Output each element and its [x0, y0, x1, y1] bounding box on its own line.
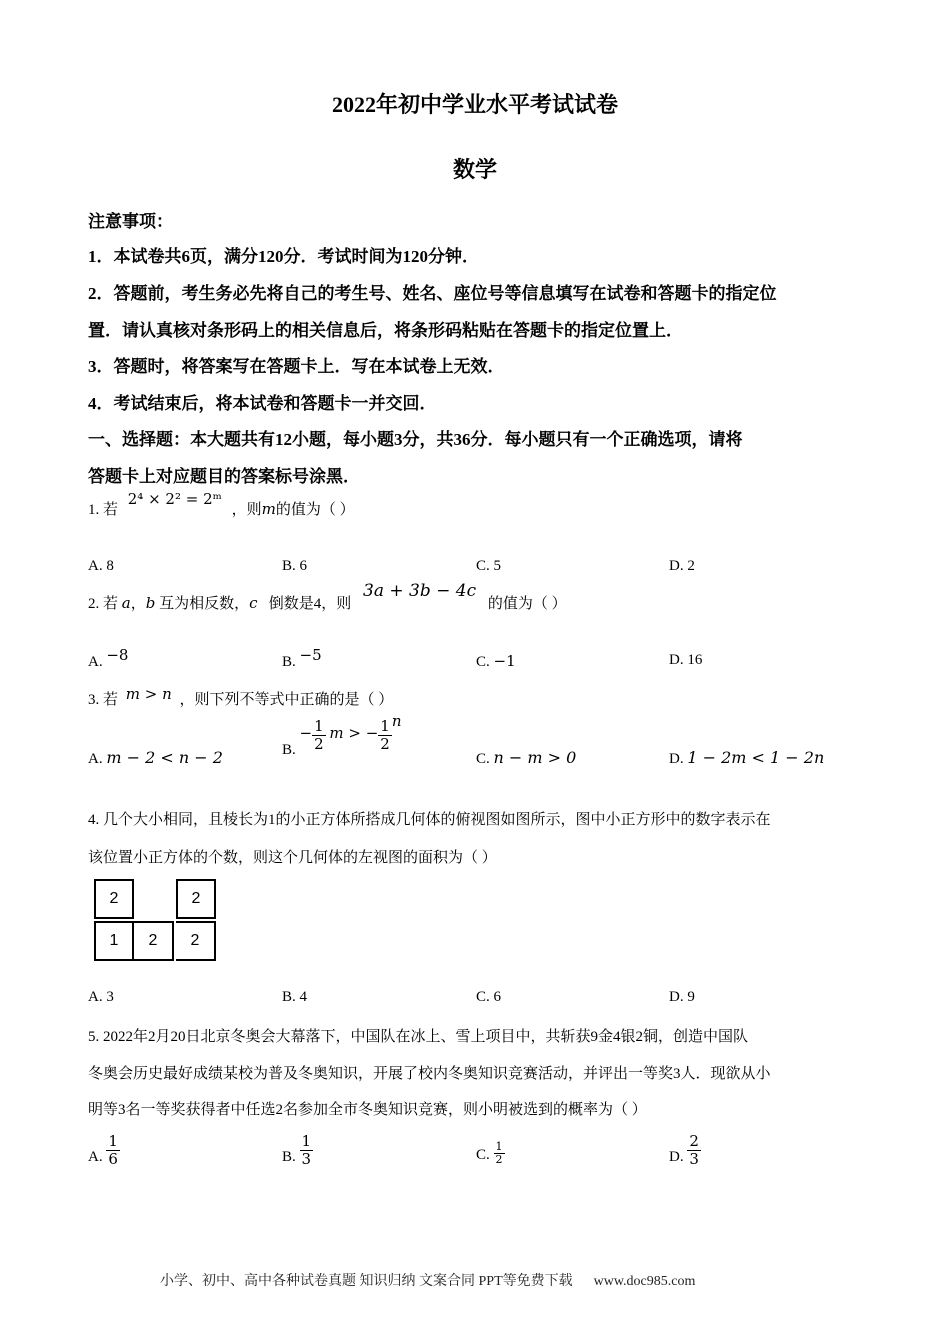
q1-suffix-end: 的值为（ ）: [275, 502, 355, 518]
q3-prefix: 3. 若: [88, 692, 119, 708]
q2-option-c-label: C.: [476, 654, 490, 670]
page-title: 2022年初中学业水平考试试卷: [331, 92, 618, 117]
q1-option-c: C. 5: [476, 558, 502, 574]
q1-option-d: D. 2: [669, 558, 695, 574]
q2-suffix: 的值为（ ）: [487, 596, 567, 612]
q5-option-d: [669, 1133, 701, 1167]
notes-heading: 注意事项：: [88, 212, 173, 231]
q2-option-c-value: −1: [493, 652, 516, 670]
q3-option-b-label: B.: [282, 742, 296, 759]
footer-link[interactable]: www.doc985.com: [593, 1274, 696, 1289]
q5-option-c-frac: [494, 1141, 505, 1166]
q3-option-c-expr: n − m > 0: [493, 748, 577, 767]
q2-prefix: 2. 若: [88, 596, 119, 612]
q2-option-b-value: −5: [299, 646, 322, 664]
section-heading-cont: 答题卡上对应题目的答案标号涂黑．: [88, 467, 360, 486]
footer-text: 小学、初中、高中各种试卷真题 知识归纳 文案合同 PPT等免费下载: [160, 1274, 573, 1289]
q5-option-b-frac: [300, 1133, 314, 1167]
q3-option-a-label: A.: [88, 751, 103, 767]
q2-option-a: [88, 646, 129, 671]
q3-option-b-end: n: [391, 712, 402, 731]
q3-option-d-label: D.: [669, 751, 684, 767]
grid-cell: 1: [94, 921, 134, 961]
q1-suffix: ，则: [231, 502, 262, 518]
q5-option-b-label: B.: [282, 1149, 296, 1166]
q2-option-b: [282, 646, 322, 671]
q2-option-a-value: −8: [106, 646, 129, 664]
grid-cell: 2: [176, 921, 216, 961]
q5-option-d-den: 3: [689, 1149, 699, 1168]
grid-cell: 2: [134, 921, 174, 961]
q4-option-c: C. 6: [476, 989, 502, 1005]
q3-option-d-expr: 1 − 2m < 1 − 2n: [687, 748, 825, 767]
q4-option-d: D. 9: [669, 989, 695, 1005]
q1-var: m: [261, 500, 276, 518]
q2-mid2: 倒数是4，则: [268, 596, 352, 612]
q5-option-d-label: D.: [669, 1149, 684, 1166]
q1-option-b: B. 6: [282, 558, 308, 574]
q2-option-d: D. 16: [669, 652, 703, 668]
grid-cell: 2: [176, 879, 216, 919]
note-item-2-cont: 置．请认真核对条形码上的相关信息后，将条形码粘贴在答题卡的指定位置上．: [88, 321, 683, 340]
q5-option-c-label: C.: [476, 1147, 490, 1164]
q3-option-b-num2: 1: [380, 717, 390, 735]
question-5-cont1: 冬奥会历史最好成绩某校为普及冬奥知识，开展了校内冬奥知识竞赛活动，并评出一等奖3人．现欲从小: [88, 1066, 771, 1082]
question-3: [88, 685, 394, 709]
section-heading: 一、选择题：本大题共有12小题，每小题3分，共36分．每小题只有一个正确选项，请将: [88, 430, 743, 449]
q3-expression: m > n: [125, 685, 172, 703]
note-item-2: 2．答题前，考生务必先将自己的考生号、姓名、座位号等信息填写在试卷和答题卡的指定位: [88, 284, 777, 303]
grid-cell-empty: [134, 879, 174, 919]
q2-var-c: c: [249, 594, 258, 612]
q4-option-a: A. 3: [88, 989, 114, 1005]
q5-option-a-den: 6: [108, 1149, 118, 1168]
q1-option-a: A. 8: [88, 558, 114, 574]
question-5: 5. 2022年2月20日北京冬奥会大幕落下，中国队在冰上、雪上项目中，共斩获9金4银2铜，创造中国队: [88, 1029, 749, 1045]
question-4: 4. 几个大小相同，且棱长为1的小正方体所搭成几何体的俯视图如图所示，图中小正方形中的数字表示在: [88, 812, 771, 828]
question-4-cont: 该位置小正方体的个数，则这个几何体的左视图的面积为（ ）: [88, 850, 497, 866]
q1-prefix: 1. 若: [88, 502, 119, 518]
q3-option-b-frac2: [378, 718, 392, 752]
note-item-1: 1．本试卷共6页，满分120分．考试时间为120分钟．: [88, 247, 479, 266]
q3-option-a-expr: m − 2 < n − 2: [106, 748, 223, 767]
q5-option-b: [282, 1133, 313, 1167]
q5-option-a-num: 1: [108, 1132, 118, 1150]
q3-option-b: [282, 712, 402, 759]
q2-option-b-label: B.: [282, 654, 296, 670]
footer: [160, 1270, 695, 1290]
q3-option-a: [88, 748, 223, 768]
q4-option-b: B. 4: [282, 989, 308, 1005]
q3-option-b-den2: 2: [380, 734, 390, 753]
q5-option-b-num: 1: [301, 1132, 312, 1150]
question-1: [88, 490, 355, 519]
note-item-3: 3．答题时，将答案写在答题卡上．写在本试卷上无效．: [88, 357, 505, 376]
q3-option-b-mid: m > −: [329, 724, 379, 743]
q5-option-c: [476, 1141, 505, 1166]
q2-var-b: b: [145, 594, 156, 612]
note-item-4: 4．考试结束后，将本试卷和答题卡一并交回．: [88, 394, 437, 413]
q5-option-a-label: A.: [88, 1149, 103, 1166]
q3-option-b-minus: −: [299, 724, 313, 743]
q2-option-a-label: A.: [88, 654, 103, 670]
q5-option-d-num: 2: [689, 1132, 699, 1150]
q5-option-d-frac: [687, 1133, 701, 1167]
q3-option-b-den1: 2: [314, 734, 324, 753]
q3-option-c-label: C.: [476, 751, 490, 767]
q3-option-b-frac1: [312, 718, 326, 752]
q1-expression: 2⁴ × 2² = 2ᵐ: [127, 490, 222, 508]
q2-comma: ，: [130, 596, 146, 612]
q2-var-a: a: [121, 594, 131, 612]
question-5-cont2: 明等3名一等奖获得者中任选2名参加全市冬奥知识竞赛，则小明被选到的概率为（ ）: [88, 1102, 647, 1118]
subject-title: 数学: [452, 157, 497, 182]
q3-option-c: [476, 748, 576, 768]
q5-option-c-num: 1: [495, 1140, 503, 1153]
q5-option-a: [88, 1133, 120, 1167]
q2-mid: 互为相反数，: [159, 596, 250, 612]
q5-option-c-den: 2: [495, 1153, 503, 1167]
question-2: [88, 581, 567, 613]
q5-option-b-den: 3: [301, 1149, 312, 1168]
q3-option-b-num1: 1: [314, 717, 324, 735]
q2-option-c: [476, 652, 516, 671]
grid-cell: 2: [94, 879, 134, 919]
q3-option-d: [669, 748, 824, 768]
q5-option-a-frac: [106, 1133, 120, 1167]
q2-expression: 3a + 3b − 4c: [363, 581, 477, 601]
top-view-grid: [94, 879, 218, 963]
q3-suffix: ，则下列不等式中正确的是（ ）: [179, 692, 394, 708]
